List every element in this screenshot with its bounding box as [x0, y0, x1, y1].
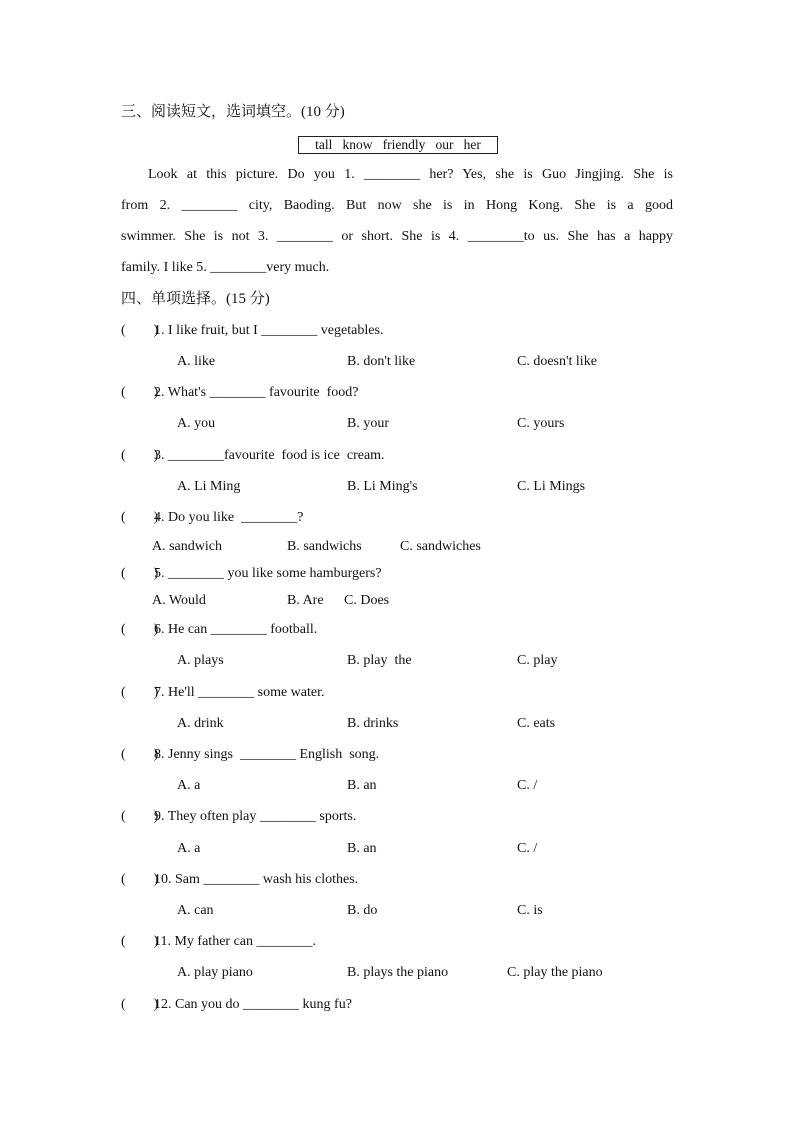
question-stem: 6. He can ________ football. — [154, 622, 318, 637]
option-b: B. do — [347, 903, 378, 918]
option-c: C. play the piano — [507, 965, 603, 980]
answer-paren[interactable]: ( ) — [121, 323, 159, 338]
option-c: C. / — [517, 778, 538, 793]
passage-line-4: family. I like 5. ________very much. — [121, 260, 330, 275]
option-a: A. sandwich — [152, 539, 222, 554]
answer-paren[interactable]: ( ) — [121, 622, 159, 637]
answer-paren[interactable]: ( ) — [121, 747, 159, 762]
word-bank: tall know friendly our her — [298, 136, 498, 154]
option-a: A. you — [177, 416, 216, 431]
option-b: B. play the — [347, 653, 412, 668]
option-b: B. plays the piano — [347, 965, 449, 980]
answer-paren[interactable]: ( ) — [121, 685, 159, 700]
question-stem: 11. My father can ________. — [154, 934, 316, 949]
option-a: A. can — [177, 903, 214, 918]
option-c: C. is — [517, 903, 543, 918]
question-stem: 8. Jenny sings ________ English song. — [154, 747, 380, 762]
passage-line-3: swimmer. She is not 3. ________ or short. She is 4. ________to us. She has a happy — [121, 229, 673, 244]
option-b: B. an — [347, 841, 377, 856]
question-stem: 2. What's ________ favourite food? — [154, 385, 359, 400]
question-stem: 10. Sam ________ wash his clothes. — [154, 872, 359, 887]
option-b: B. drinks — [347, 716, 399, 731]
answer-paren[interactable]: ( ) — [121, 934, 159, 949]
option-a: A. a — [177, 841, 201, 856]
option-c: C. doesn't like — [517, 354, 597, 369]
option-a: A. Would — [152, 593, 206, 608]
answer-paren[interactable]: ( ) — [121, 872, 159, 887]
answer-paren[interactable]: ( ) — [121, 510, 159, 525]
option-a: A. drink — [177, 716, 224, 731]
section-4-heading: 四、单项选择。(15 分) — [121, 291, 270, 307]
answer-paren[interactable]: ( ) — [121, 809, 159, 824]
option-a: A. a — [177, 778, 201, 793]
answer-paren[interactable]: ( ) — [121, 566, 159, 581]
option-c: C. eats — [517, 716, 556, 731]
question-stem: 4. Do you like ________? — [154, 510, 304, 525]
question-stem: 7. He'll ________ some water. — [154, 685, 325, 700]
answer-paren[interactable]: ( ) — [121, 448, 159, 463]
option-c: C. Does — [344, 593, 390, 608]
option-c: C. Li Mings — [517, 479, 586, 494]
option-b: B. your — [347, 416, 389, 431]
option-b: B. an — [347, 778, 377, 793]
answer-paren[interactable]: ( ) — [121, 997, 159, 1012]
question-stem: 9. They often play ________ sports. — [154, 809, 357, 824]
option-a: A. plays — [177, 653, 224, 668]
section-3-heading: 三、阅读短文，选词填空。(10 分) — [121, 104, 345, 120]
option-a: A. Li Ming — [177, 479, 241, 494]
question-stem: 1. I like fruit, but I ________ vegetables. — [154, 323, 384, 338]
option-b: B. Li Ming's — [347, 479, 418, 494]
question-stem: 3. ________favourite food is ice cream. — [154, 448, 385, 463]
question-stem: 5. ________ you like some hamburgers? — [154, 566, 382, 581]
answer-paren[interactable]: ( ) — [121, 385, 159, 400]
option-b: B. Are — [287, 593, 324, 608]
option-b: B. don't like — [347, 354, 416, 369]
option-a: A. like — [177, 354, 216, 369]
option-c: C. sandwiches — [400, 539, 481, 554]
option-b: B. sandwichs — [287, 539, 362, 554]
question-stem: 12. Can you do ________ kung fu? — [154, 997, 352, 1012]
passage-line-1: Look at this picture. Do you 1. ________ her? Yes, she is Guo Jingjing. She is — [148, 167, 673, 182]
option-c: C. / — [517, 841, 538, 856]
option-a: A. play piano — [177, 965, 253, 980]
option-c: C. play — [517, 653, 558, 668]
option-c: C. yours — [517, 416, 565, 431]
passage-line-2: from 2. ________ city, Baoding. But now she is in Hong Kong. She is a good — [121, 198, 673, 213]
